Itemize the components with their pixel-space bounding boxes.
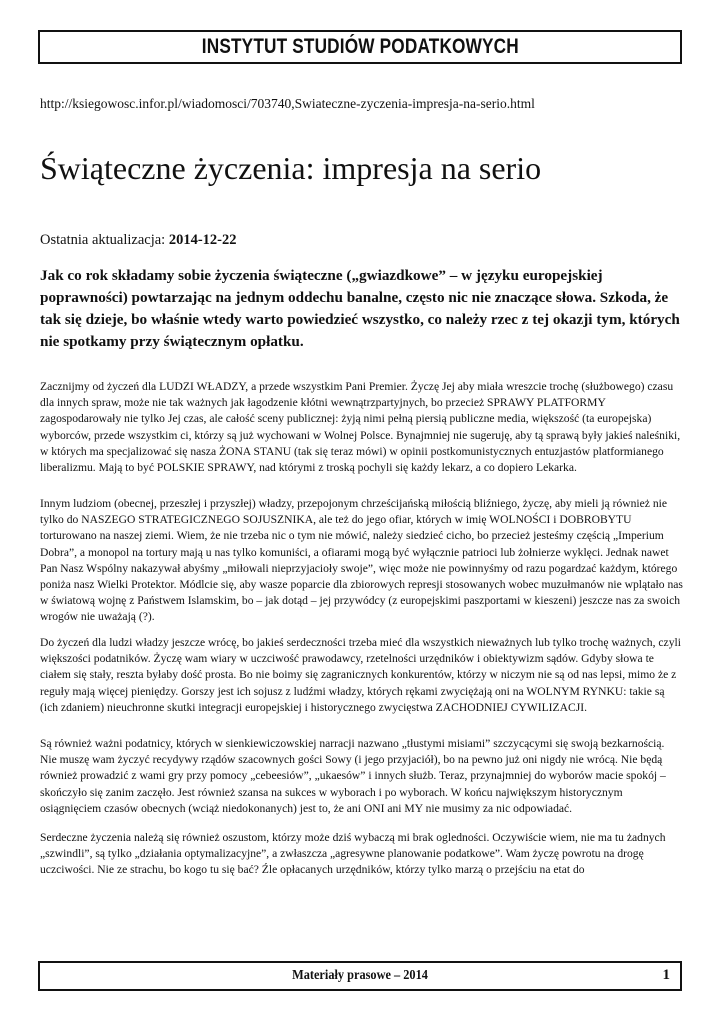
footer-bar bbox=[38, 961, 682, 991]
paragraph-3: Do życzeń dla ludzi władzy jeszcze wrócę, bo jakieś serdeczności trzeba mieć dla wszystkich nieważnych lub tylko trochę ważnych, czyli większości podatników. Życzę wam wiary w uczciwość prawodawcy, rzetelności urzędników i obiektywizm sądów. Gdyby słowa te ciałem się stały, reszta byłaby dość prosta. Bo nie boimy się zagranicznych konkurentów, którzy w niczym nie są od nas lepsi, mimo że z reguły mają więcej pieniędzy. Gorszy jest ich sojusz z ludźmi władzy, których rękami zwyciężają oni na WOLNYM RYNKU: takie są (ich zdaniem) nieuchronne skutki integracji europejskiej i historycznego zwycięstwa ZACHODNIEJ CYWILIZACJI. bbox=[40, 636, 681, 714]
page-number: 1 bbox=[662, 967, 670, 983]
paragraph-1: Zacznijmy od życzeń dla LUDZI WŁADZY, a przede wszystkim Pani Premier. Życzę Jej aby miała wreszcie trochę (służbowego) czasu dla innych spraw, może nie tak ważnych jak łagodzenie kłótni wewnątrzpartyjnych, bo przecież SPRAWY PLATFORMY zagospodarowały nie tylko Jej czas, ale całość sceny publicznej: żyją nimi pełną piersią publiczne media, większość (ta europejska) wyborców, przede wszystkim ci, którzy są już wychowani w Wolnej Polsce. Bynajmniej nie sugeruję, aby tą sprawą były jakieś naleśniki, w których ma specjalizować się nasza ŻONA STANU (tak się teraz mówi) w opinii postkomunistycznych entuzjastów platformianego liberalizmu. Mają to być POLSKIE SPRAWY, nad którymi z troską pochyli się każdy lekarz, a co dopiero Lekarka. bbox=[40, 380, 681, 475]
last-update-date: 2014-12-22 bbox=[168, 232, 237, 248]
last-update-label: Ostatnia aktualizacja: bbox=[40, 232, 169, 248]
article-lead: Jak co rok składamy sobie życzenia świąteczne („gwiazdkowe” – w języku europejskiej poprawności) powtarzając na jednym oddechu banalne, często nic nie znaczące słowa. Szkoda, że tak się dzieje, bo właśnie wtedy warto powiedzieć wszystko, co należy rzec z tej okazji tym, których nie spotkamy przy świątecznym opłatku. bbox=[40, 267, 680, 350]
source-url[interactable]: http://ksiegowosc.infor.pl/wiadomosci/703740,Swiateczne-zyczenia-impresja-na-serio.html bbox=[40, 96, 535, 111]
paragraph-2: Innym ludziom (obecnej, przeszłej i przyszłej) władzy, przepojonym chrześcijańską miłością bliźniego, życzę, aby mieli ją również nie tylko do NASZEGO STRATEGICZNEGO SOJUSZNIKA, ale też do jego ofiar, których w imię WOLNOŚCI i DOBROBYTU torturowano na naszej ziemi. Wiem, że nie trzeba nic o tym nie mówić, należy siedzieć cicho, bo przecież jesteśmy częścią „Imperium Dobra”, a monopol na tortury mają u nas tylko komuniści, a ofiarami mogą być wyłącznie patrioci lub żołnierze wyklęci. Jednak nawet Pan Nasz Wspólny nakazywał abyśmy „miłowali nieprzyjacioły swoje”, więc może nie powinnyśmy od razu pogardzać każdym, którego poniża nasz Wielki Protektor. Módlcie się, aby wasze poparcie dla zbiorowych represji stosowanych wobec muzułmanów nie wplątało nas w światową wojnę z Państwem Islamskim, bo – jak dotąd – jej przywódcy (z europejskimi paszportami w kieszeni) jeszcze nas za swoich wrogów nie uważają (?). bbox=[40, 497, 683, 624]
institute-title: INSTYTUT STUDIÓW PODATKOWYCH bbox=[201, 35, 519, 58]
footer-label: Materiały prasowe – 2014 bbox=[292, 968, 428, 983]
paragraph-5: Serdeczne życzenia należą się również oszustom, którzy może dziś wybaczą mi brak ogledności. Oczywiście wiem, nie ma tu żadnych „szwindli”, są tylko „działania optymalizacyjne”, a zwłaszcza „agresywne planowanie podatkowe”. Wam życzę powrotu na drogę uczciwości. Nie ze strachu, bo kogo tu się bać? Źle opłacanych urzędników, którzy tylko marzą o przejściu na etat do bbox=[40, 831, 666, 877]
last-update bbox=[40, 232, 237, 249]
header-banner bbox=[38, 30, 682, 64]
paragraph-4: Są również ważni podatnicy, których w sienkiewiczowskiej narracji nazwano „tłustymi misiami” szczycącymi się swoją bezkarnością. Nie muszę wam życzyć recydywy rządów szacownych gości Sowy (i jego przyjaciół), bo na pewno już oni nigdy nie wrócą. Nie będą również prowadzić z wami gry przy pomocy „cebeesiów”, „ukaesów” i innych służb. Teraz, przynajmniej do wyborów macie spokój – skończyło się zanim zaczęło. Jest również szansa na sukces w wyborach i po wyborach. W końcu największym historycznym osiągnięciem czasów obecnych (wciąż niedokonanych) jest to, że ani ONI ani MY nie musimy za nic odpowiadać. bbox=[40, 737, 666, 815]
article-title: Świąteczne życzenia: impresja na serio bbox=[40, 150, 542, 186]
